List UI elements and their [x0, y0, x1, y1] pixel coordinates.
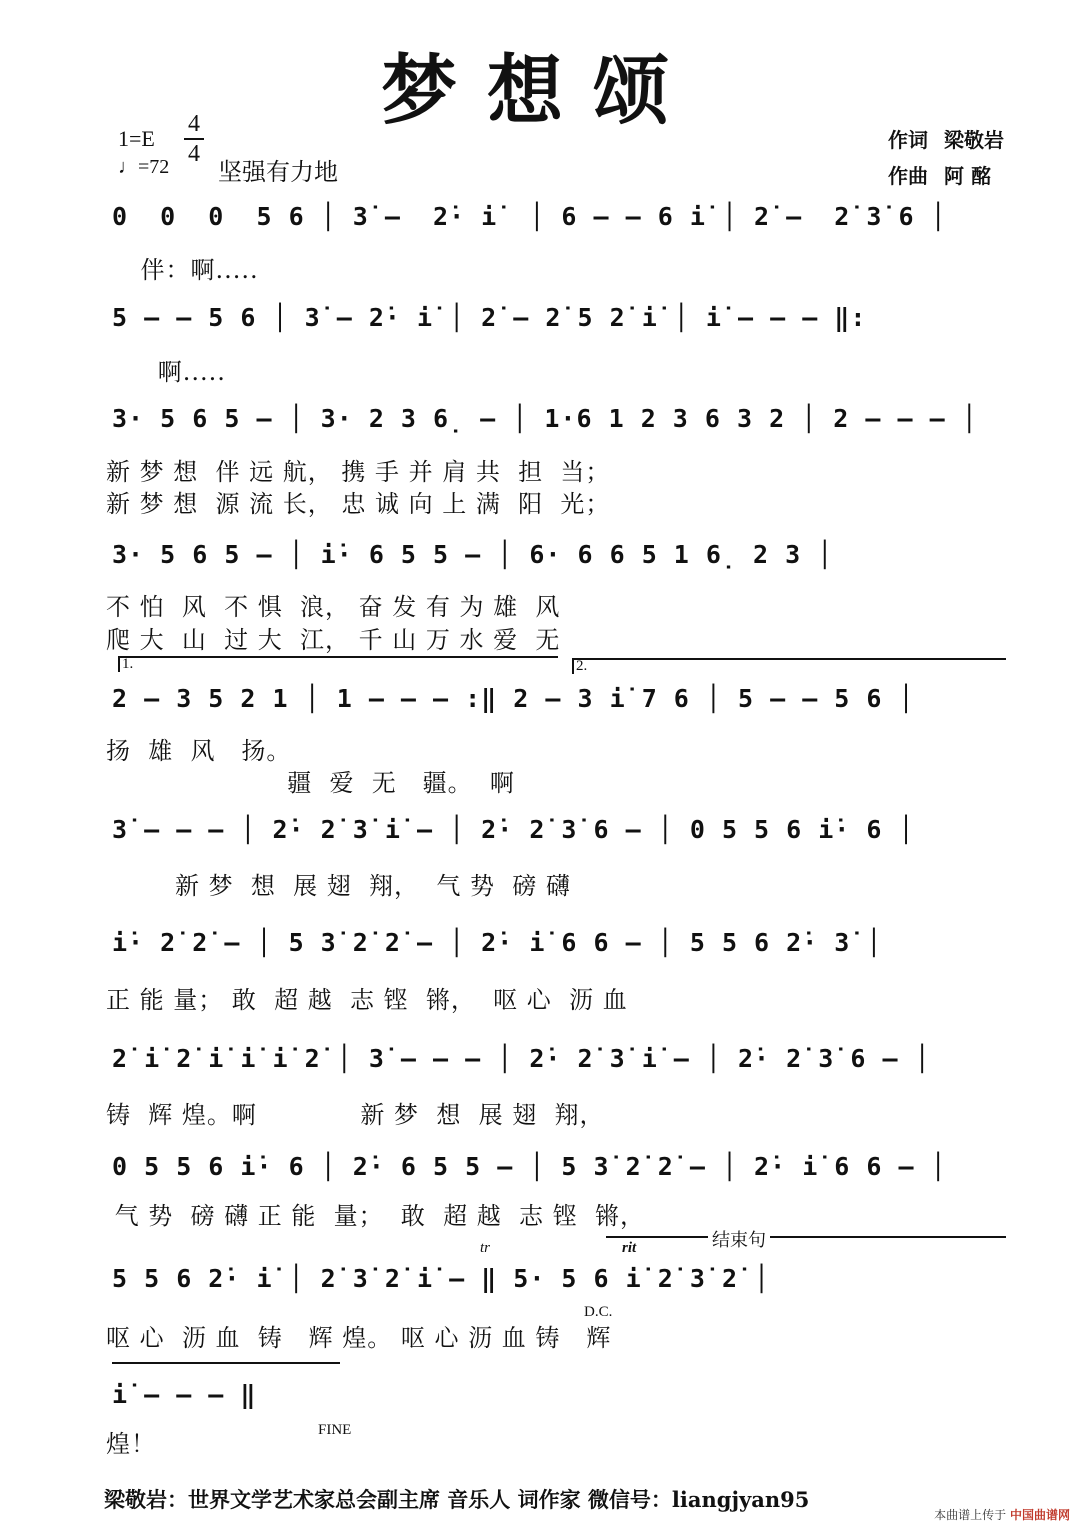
- lyric-line: 煌！: [106, 1430, 156, 1458]
- lyric-line: 疆 爱 无 疆。 啊: [106, 769, 515, 797]
- expression-marking: 坚强有力地: [218, 158, 338, 186]
- notation-line: 0 5 5 6 i̇· 6 │ 2̇· 6 5 5 – │ 5 3̇ 2̇ 2̇ – │ 2̇· i̇ 6 6 – │: [112, 1152, 947, 1181]
- volta-2: 2.: [572, 658, 1006, 674]
- notation-line: 2̇ i̇ 2̇ i̇ i̇ i̇ 2̇ │ 3̇ – – – │ 2̇· 2̇ 3̇ i̇ – │ 2̇· 2̇ 3̇ 6 – │: [112, 1044, 931, 1073]
- key-signature: 1=E: [118, 126, 155, 151]
- lyric-line: 气 势 磅 礴 正 能 量； 敢 超 越 志 铿 锵，: [106, 1202, 645, 1230]
- meter-top: 4: [188, 111, 200, 137]
- upload-watermark: 本曲谱上传于 中国曲谱网: [934, 1508, 1070, 1522]
- song-title: 梦想颂: [381, 46, 699, 135]
- lyric-line: 扬 雄 风 扬。: [106, 737, 292, 765]
- rit-marking: rit: [622, 1240, 637, 1256]
- fine-bracket: [112, 1362, 340, 1364]
- lyric-line: 不 怕 风 不 惧 浪， 奋 发 有 为 雄 风: [106, 593, 561, 621]
- lyric-line: 新 梦 想 源 流 长， 忠 诚 向 上 满 阳 光；: [106, 490, 611, 518]
- lyric-line: 正 能 量； 敢 超 越 志 铿 锵， 呕 心 沥 血: [106, 986, 628, 1014]
- dc-marking: D.C.: [584, 1304, 613, 1320]
- ending-phrase-bracket: [606, 1236, 1006, 1238]
- composer-label: 作曲: [888, 164, 928, 188]
- author-bio: 梁敬岩：世界文学艺术家总会副主席 音乐人 词作家 微信号：liangjyan95: [104, 1487, 810, 1512]
- lyricist-name: 梁敬岩: [944, 128, 1004, 152]
- notation-line: i̇· 2̇ 2̇ – │ 5 3̇ 2̇ 2̇ – │ 2̇· i̇ 6 6 – │ 5 5 6 2̇· 3̇ │: [112, 928, 883, 957]
- tempo-marking: ♩=72: [118, 156, 170, 178]
- lyric-line: 伴：啊.....: [106, 256, 259, 284]
- notation-line: 3· 5 6 5 – │ 3· 2 3 6̣ – │ 1·6 1 2 3 6 3 2 │ 2 – – – │: [112, 404, 978, 433]
- notation-line: 3̇ – – – │ 2̇· 2̇ 3̇ i̇ – │ 2̇· 2̇ 3̇ 6 – │ 0 5 5 6 i̇· 6 │: [112, 815, 915, 844]
- lyricist-label: 作词: [888, 128, 928, 152]
- lyric-line: 新 梦 想 展 翅 翔， 气 势 磅 礴: [106, 872, 571, 900]
- ending-label: 结束句: [708, 1226, 770, 1252]
- lyric-line: 啊.....: [106, 358, 226, 386]
- notation-line: i̇ – – – ‖: [112, 1380, 257, 1409]
- notation-line: 5 5 6 2̇· i̇ │ 2̇ 3̇ 2̇ i̇ – ‖ 5· 5 6 i̇ 2̇ 3̇ 2̇ │: [112, 1264, 771, 1293]
- lyric-line: 铸 辉 煌。啊 新 梦 想 展 翅 翔，: [106, 1101, 605, 1129]
- notation-line: 2 – 3 5 2 1 │ 1 – – – :‖ 2 – 3 i̇ 7 6 │ 5 – – 5 6 │: [112, 684, 915, 713]
- fine-marking: FINE: [318, 1422, 352, 1438]
- lyric-line: 呕 心 沥 血 铸 辉 煌。 呕 心 沥 血 铸 辉: [106, 1324, 612, 1352]
- site-logo: 中国曲谱网: [1009, 1508, 1070, 1522]
- composer-name: 阿 酩: [944, 164, 991, 188]
- lyric-line: 新 梦 想 伴 远 航， 携 手 并 肩 共 担 当；: [106, 458, 611, 486]
- lyric-line: 爬 大 山 过 大 江， 千 山 万 水 爱 无: [106, 626, 561, 654]
- trill-marking: tr: [480, 1240, 491, 1256]
- notation-line: 3· 5 6 5 – │ i̇· 6 5 5 – │ 6· 6 6 5 1 6̣ 2 3 │: [112, 540, 834, 569]
- meter-bottom: 4: [188, 141, 200, 167]
- notation-line: 5 – – 5 6 │ 3̇ – 2̇· i̇ │ 2̇ – 2̇ 5 2̇ i̇ │ i̇ – – – ‖:: [112, 303, 867, 332]
- notation-line: 0 0 0 5 6 │ 3̇ – 2̇· i̇ │ 6 – – 6 i̇ │ 2̇ – 2̇ 3̇ 6 │: [112, 202, 947, 231]
- volta-1: 1.: [118, 656, 558, 672]
